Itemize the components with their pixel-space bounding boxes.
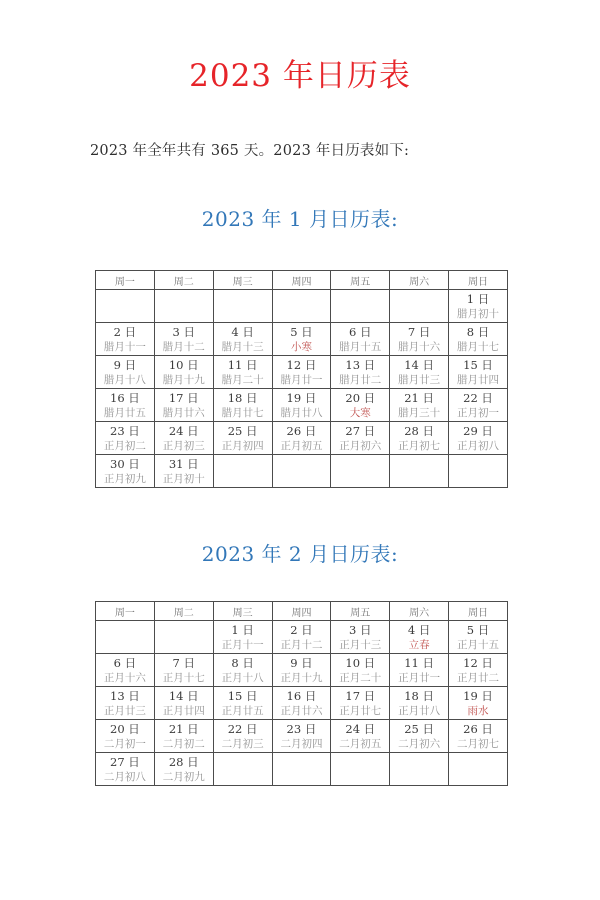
calendar-day-cell bbox=[154, 720, 213, 753]
calendar-day-cell bbox=[449, 356, 508, 389]
lunar-date: 正月初一 bbox=[457, 406, 500, 419]
calendar-day-cell bbox=[331, 389, 390, 422]
day-number: 30 日 bbox=[110, 456, 140, 471]
calendar-day-cell bbox=[272, 389, 331, 422]
calendar-day-cell bbox=[154, 687, 213, 720]
day-number: 25 日 bbox=[227, 423, 258, 438]
calendar-day-cell bbox=[449, 654, 508, 687]
day-number: 15 日 bbox=[227, 688, 258, 703]
day-number: 27 日 bbox=[345, 423, 376, 438]
day-number: 9 日 bbox=[290, 655, 313, 670]
calendar-day-cell bbox=[390, 720, 449, 753]
calendar-week-row bbox=[96, 753, 508, 786]
day-number: 5 日 bbox=[290, 324, 313, 339]
lunar-date: 正月十七 bbox=[162, 671, 205, 684]
calendar-table-january bbox=[95, 270, 508, 488]
calendar-week-row bbox=[96, 290, 508, 323]
calendar-day-cell bbox=[390, 356, 449, 389]
weekday-header-cell: 周日 bbox=[449, 602, 508, 621]
day-number: 19 日 bbox=[286, 390, 317, 405]
day-number: 26 日 bbox=[463, 721, 493, 736]
calendar-day-cell bbox=[96, 323, 155, 356]
calendar-day-cell bbox=[272, 720, 331, 753]
weekday-header-row bbox=[96, 271, 508, 290]
lunar-date: 正月十五 bbox=[457, 638, 500, 651]
lunar-date: 腊月二十 bbox=[221, 373, 264, 386]
calendar-day-cell bbox=[331, 356, 390, 389]
lunar-date: 正月初八 bbox=[457, 439, 500, 452]
month-heading-january: 2023 年 1 月日历表: bbox=[201, 207, 399, 231]
lunar-date: 正月初三 bbox=[162, 439, 205, 452]
day-number: 3 日 bbox=[349, 622, 372, 637]
calendar-day-cell bbox=[449, 720, 508, 753]
day-number: 29 日 bbox=[463, 423, 493, 438]
calendar-day-cell bbox=[213, 687, 272, 720]
day-number: 27 日 bbox=[110, 754, 140, 769]
calendar-day-cell bbox=[449, 290, 508, 323]
lunar-date: 正月初七 bbox=[398, 439, 441, 452]
calendar-day-cell bbox=[213, 323, 272, 356]
calendar-empty-cell bbox=[390, 455, 449, 488]
calendar-empty-cell bbox=[154, 621, 213, 654]
calendar-day-cell bbox=[331, 323, 390, 356]
day-number: 20 日 bbox=[345, 390, 376, 405]
calendar-day-cell bbox=[96, 687, 155, 720]
lunar-date: 腊月廿二 bbox=[339, 373, 382, 386]
weekday-header-cell: 周二 bbox=[154, 602, 213, 621]
weekday-header-cell: 周二 bbox=[154, 271, 213, 290]
calendar-empty-cell bbox=[96, 290, 155, 323]
calendar-week-row bbox=[96, 455, 508, 488]
lunar-date: 二月初八 bbox=[103, 770, 146, 783]
day-number: 9 日 bbox=[113, 357, 137, 372]
weekday-header-cell: 周五 bbox=[331, 602, 390, 621]
calendar-empty-cell bbox=[272, 290, 331, 323]
day-number: 17 日 bbox=[345, 688, 376, 703]
day-number: 18 日 bbox=[404, 688, 435, 703]
calendar-day-cell bbox=[96, 455, 155, 488]
day-number: 13 日 bbox=[110, 688, 140, 703]
calendar-day-cell bbox=[449, 422, 508, 455]
day-number: 13 日 bbox=[345, 357, 376, 372]
day-number: 18 日 bbox=[227, 390, 258, 405]
calendar-day-cell bbox=[449, 389, 508, 422]
calendar-day-cell bbox=[272, 356, 331, 389]
calendar-day-cell bbox=[390, 422, 449, 455]
intro-text: 2023 年全年共有 365 天。2023 年日历表如下: bbox=[90, 143, 410, 159]
calendar-empty-cell bbox=[390, 753, 449, 786]
weekday-header-cell: 周四 bbox=[272, 271, 331, 290]
lunar-date: 正月廿七 bbox=[339, 704, 382, 717]
calendar-day-cell bbox=[154, 753, 213, 786]
lunar-date: 正月廿四 bbox=[162, 704, 205, 717]
solar-term-label: 小寒 bbox=[290, 340, 312, 353]
document-title: 2023 年日历表 bbox=[189, 58, 411, 94]
calendar-week-row bbox=[96, 654, 508, 687]
calendar-week-row bbox=[96, 422, 508, 455]
calendar-empty-cell bbox=[213, 753, 272, 786]
lunar-date: 二月初四 bbox=[280, 737, 323, 750]
weekday-header-row bbox=[96, 602, 508, 621]
calendar-day-cell bbox=[272, 422, 331, 455]
lunar-date: 腊月廿六 bbox=[162, 406, 205, 419]
calendar-day-cell bbox=[390, 323, 449, 356]
day-number: 28 日 bbox=[168, 754, 199, 769]
lunar-date: 二月初三 bbox=[221, 737, 264, 750]
lunar-date: 腊月十六 bbox=[398, 340, 441, 353]
lunar-date: 二月初七 bbox=[457, 737, 500, 750]
day-number: 22 日 bbox=[227, 721, 258, 736]
calendar-empty-cell bbox=[331, 290, 390, 323]
lunar-date: 正月廿五 bbox=[221, 704, 264, 717]
day-number: 16 日 bbox=[286, 688, 317, 703]
lunar-date: 正月廿六 bbox=[280, 704, 323, 717]
lunar-date: 正月初十 bbox=[162, 472, 205, 485]
calendar-day-cell bbox=[331, 654, 390, 687]
lunar-date: 正月十三 bbox=[339, 638, 382, 651]
calendar-empty-cell bbox=[272, 753, 331, 786]
calendar-table-february bbox=[95, 601, 508, 786]
lunar-date: 正月初五 bbox=[280, 439, 323, 452]
lunar-date: 二月初六 bbox=[398, 737, 441, 750]
calendar-day-cell bbox=[331, 621, 390, 654]
calendar-day-cell bbox=[96, 720, 155, 753]
day-number: 6 日 bbox=[113, 655, 137, 670]
solar-term-label: 立春 bbox=[408, 638, 430, 651]
weekday-header-cell: 周一 bbox=[96, 271, 155, 290]
weekday-header-cell: 周三 bbox=[213, 602, 272, 621]
calendar-day-cell bbox=[449, 323, 508, 356]
calendar-empty-cell bbox=[96, 621, 155, 654]
calendar-day-cell bbox=[331, 720, 390, 753]
lunar-date: 二月初二 bbox=[162, 737, 205, 750]
lunar-date: 腊月十八 bbox=[103, 373, 146, 386]
day-number: 11 日 bbox=[404, 655, 435, 670]
calendar-day-cell bbox=[154, 356, 213, 389]
calendar-day-cell bbox=[331, 422, 390, 455]
solar-term-label: 雨水 bbox=[467, 704, 489, 717]
day-number: 2 日 bbox=[113, 324, 137, 339]
day-number: 12 日 bbox=[286, 357, 317, 372]
calendar-week-row bbox=[96, 720, 508, 753]
lunar-date: 腊月十七 bbox=[457, 340, 500, 353]
day-number: 7 日 bbox=[172, 655, 195, 670]
calendar-day-cell bbox=[390, 687, 449, 720]
calendar-day-cell bbox=[154, 654, 213, 687]
calendar-empty-cell bbox=[449, 753, 508, 786]
calendar-day-cell bbox=[96, 389, 155, 422]
day-number: 20 日 bbox=[110, 721, 140, 736]
calendar-day-cell bbox=[272, 323, 331, 356]
calendar-day-cell bbox=[213, 356, 272, 389]
calendar-week-row bbox=[96, 687, 508, 720]
day-number: 21 日 bbox=[404, 390, 435, 405]
day-number: 14 日 bbox=[168, 688, 199, 703]
day-number: 14 日 bbox=[404, 357, 435, 372]
solar-term-label: 大寒 bbox=[349, 406, 371, 419]
day-number: 8 日 bbox=[466, 324, 490, 339]
calendar-day-cell bbox=[154, 389, 213, 422]
day-number: 16 日 bbox=[110, 390, 140, 405]
calendar-week-row bbox=[96, 389, 508, 422]
calendar-day-cell bbox=[154, 455, 213, 488]
lunar-date: 正月初四 bbox=[221, 439, 264, 452]
day-number: 26 日 bbox=[286, 423, 317, 438]
month-section-january bbox=[0, 203, 600, 488]
day-number: 25 日 bbox=[404, 721, 435, 736]
calendar-day-cell bbox=[390, 621, 449, 654]
calendar-week-row bbox=[96, 356, 508, 389]
day-number: 28 日 bbox=[404, 423, 435, 438]
calendar-day-cell bbox=[272, 687, 331, 720]
lunar-date: 正月廿三 bbox=[103, 704, 146, 717]
calendar-day-cell bbox=[272, 654, 331, 687]
calendar-day-cell bbox=[213, 720, 272, 753]
month-heading-february: 2023 年 2 月日历表: bbox=[201, 542, 399, 566]
lunar-date: 腊月十一 bbox=[103, 340, 146, 353]
day-number: 2 日 bbox=[290, 622, 313, 637]
lunar-date: 腊月三十 bbox=[398, 406, 441, 419]
calendar-day-cell bbox=[96, 422, 155, 455]
weekday-header-cell: 周六 bbox=[390, 602, 449, 621]
day-number: 8 日 bbox=[231, 655, 254, 670]
weekday-header-cell: 周四 bbox=[272, 602, 331, 621]
calendar-empty-cell bbox=[272, 455, 331, 488]
day-number: 17 日 bbox=[168, 390, 199, 405]
lunar-date: 正月十二 bbox=[280, 638, 323, 651]
day-number: 3 日 bbox=[172, 324, 195, 339]
weekday-header-cell: 周六 bbox=[390, 271, 449, 290]
lunar-date: 腊月廿一 bbox=[280, 373, 323, 386]
calendar-empty-cell bbox=[390, 290, 449, 323]
month-section-february bbox=[0, 538, 600, 786]
calendar-empty-cell bbox=[331, 753, 390, 786]
lunar-date: 正月初六 bbox=[339, 439, 382, 452]
calendar-day-cell bbox=[449, 687, 508, 720]
day-number: 12 日 bbox=[463, 655, 493, 670]
calendar-day-cell bbox=[96, 356, 155, 389]
lunar-date: 正月二十 bbox=[339, 671, 382, 684]
calendar-empty-cell bbox=[331, 455, 390, 488]
calendar-empty-cell bbox=[154, 290, 213, 323]
day-number: 24 日 bbox=[345, 721, 376, 736]
calendar-day-cell bbox=[331, 687, 390, 720]
lunar-date: 正月十一 bbox=[221, 638, 264, 651]
lunar-date: 正月廿二 bbox=[457, 671, 500, 684]
day-number: 31 日 bbox=[168, 456, 199, 471]
lunar-date: 正月十九 bbox=[280, 671, 323, 684]
day-number: 10 日 bbox=[345, 655, 376, 670]
day-number: 19 日 bbox=[463, 688, 493, 703]
calendar-week-row bbox=[96, 621, 508, 654]
lunar-date: 正月初九 bbox=[103, 472, 146, 485]
calendar-day-cell bbox=[390, 654, 449, 687]
lunar-date: 二月初九 bbox=[162, 770, 205, 783]
day-number: 4 日 bbox=[407, 622, 431, 637]
lunar-date: 腊月初十 bbox=[457, 307, 500, 320]
calendar-day-cell bbox=[96, 753, 155, 786]
lunar-date: 腊月十九 bbox=[162, 373, 205, 386]
day-number: 23 日 bbox=[286, 721, 317, 736]
day-number: 11 日 bbox=[227, 357, 258, 372]
calendar-day-cell bbox=[390, 389, 449, 422]
calendar-day-cell bbox=[213, 422, 272, 455]
lunar-date: 正月廿八 bbox=[398, 704, 441, 717]
day-number: 6 日 bbox=[349, 324, 372, 339]
weekday-header-cell: 周三 bbox=[213, 271, 272, 290]
day-number: 10 日 bbox=[168, 357, 199, 372]
calendar-day-cell bbox=[96, 654, 155, 687]
weekday-header-cell: 周五 bbox=[331, 271, 390, 290]
day-number: 7 日 bbox=[407, 324, 431, 339]
lunar-date: 腊月十三 bbox=[221, 340, 264, 353]
calendar-day-cell bbox=[213, 654, 272, 687]
weekday-header-cell: 周日 bbox=[449, 271, 508, 290]
calendar-empty-cell bbox=[213, 455, 272, 488]
lunar-date: 正月初二 bbox=[103, 439, 146, 452]
day-number: 1 日 bbox=[231, 622, 254, 637]
lunar-date: 腊月廿七 bbox=[221, 406, 264, 419]
day-number: 5 日 bbox=[466, 622, 490, 637]
calendar-week-row bbox=[96, 323, 508, 356]
day-number: 23 日 bbox=[110, 423, 140, 438]
lunar-date: 腊月廿五 bbox=[103, 406, 146, 419]
calendar-empty-cell bbox=[449, 455, 508, 488]
lunar-date: 腊月十五 bbox=[339, 340, 382, 353]
lunar-date: 腊月廿三 bbox=[398, 373, 441, 386]
calendar-day-cell bbox=[213, 389, 272, 422]
day-number: 4 日 bbox=[231, 324, 254, 339]
calendar-day-cell bbox=[213, 621, 272, 654]
lunar-date: 腊月十二 bbox=[162, 340, 205, 353]
calendar-day-cell bbox=[449, 621, 508, 654]
document-page bbox=[0, 50, 600, 900]
day-number: 21 日 bbox=[168, 721, 199, 736]
calendar-day-cell bbox=[154, 422, 213, 455]
lunar-date: 二月初一 bbox=[103, 737, 146, 750]
lunar-date: 二月初五 bbox=[339, 737, 382, 750]
calendar-day-cell bbox=[154, 323, 213, 356]
day-number: 22 日 bbox=[463, 390, 493, 405]
lunar-date: 正月十八 bbox=[221, 671, 264, 684]
day-number: 24 日 bbox=[168, 423, 199, 438]
weekday-header-cell: 周一 bbox=[96, 602, 155, 621]
lunar-date: 正月十六 bbox=[103, 671, 146, 684]
calendar-empty-cell bbox=[213, 290, 272, 323]
lunar-date: 正月廿一 bbox=[398, 671, 441, 684]
lunar-date: 腊月廿四 bbox=[457, 373, 500, 386]
calendar-day-cell bbox=[272, 621, 331, 654]
day-number: 15 日 bbox=[463, 357, 493, 372]
day-number: 1 日 bbox=[466, 291, 490, 306]
lunar-date: 腊月廿八 bbox=[280, 406, 323, 419]
